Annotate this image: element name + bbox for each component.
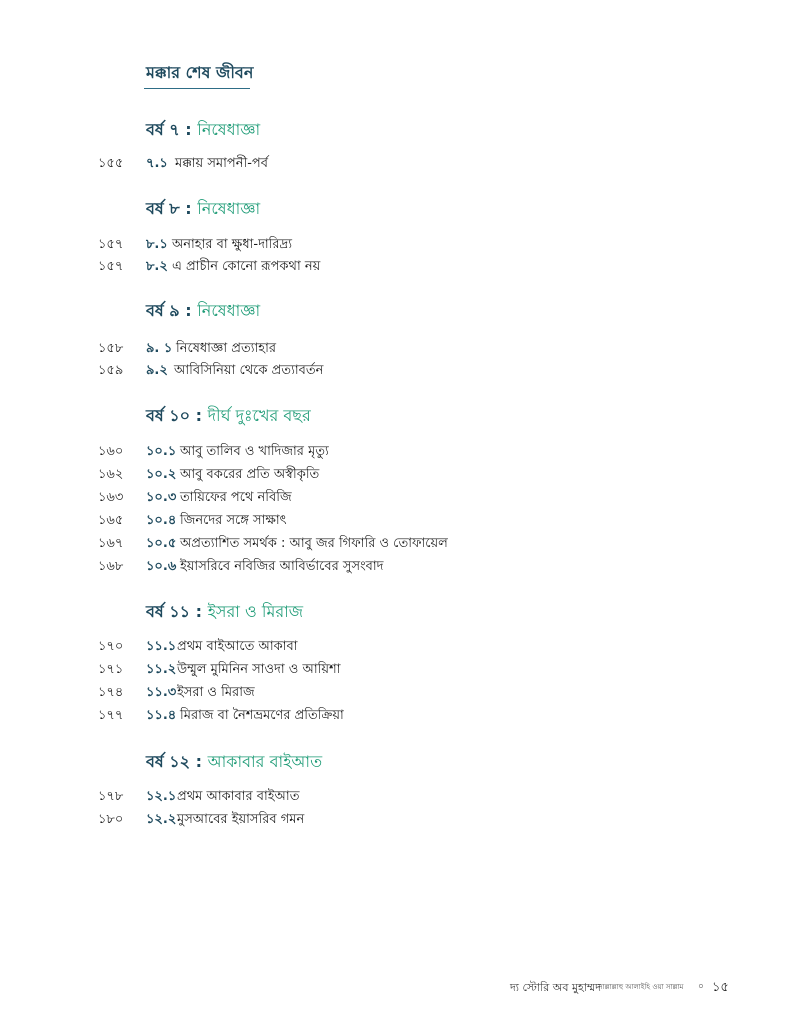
section-year: বর্ষ ১২ : <box>146 752 203 771</box>
entry-page-number: ১৭১ <box>98 662 124 677</box>
section-subtitle: আকাবার বাইআত <box>207 752 323 771</box>
entry-title: এ প্রাচীন কোনো রূপকথা নয় <box>172 259 321 274</box>
section-heading <box>146 117 260 144</box>
title-underline <box>144 88 250 89</box>
entry-title: তায়িফের পথে নবিজি <box>180 490 292 505</box>
entry-page-number: ১৭৪ <box>98 685 124 700</box>
footer-separator: ০ <box>698 982 704 992</box>
section-year: বর্ষ ১১ : <box>146 602 203 621</box>
section-subtitle: নিষেধাজ্ঞা <box>197 301 261 320</box>
entry-page-number: ১৫৭ <box>98 259 124 274</box>
entry-number: ৯. ১ <box>146 341 173 356</box>
entry-page-number: ১৭৮ <box>98 789 124 804</box>
entry-title: আবু তালিব ও খাদিজার মৃত্যু <box>180 444 329 459</box>
entry-title: আবিসিনিয়া থেকে প্রত্যাবর্তন <box>174 363 324 378</box>
entry-page-number: ১৮০ <box>98 812 124 827</box>
page-footer <box>510 979 750 997</box>
section-subtitle: নিষেধাজ্ঞা <box>197 120 261 139</box>
footer-blessing: সাল্লাল্লাহু আলাইহি ওয়া সাল্লাম <box>598 983 684 991</box>
entry-number: ১০.৫ <box>146 536 177 551</box>
entry-page-number: ১৫৫ <box>98 156 124 171</box>
entry-number: ১১.১ <box>146 639 177 654</box>
entry-number: ১০.১ <box>146 444 177 459</box>
entry-page-number: ১৬৮ <box>98 559 124 574</box>
entry-page-number: ১৬৩ <box>98 490 124 505</box>
entry-number: ১১.৪ <box>146 708 177 723</box>
entry-number: ১১.২ <box>146 662 177 677</box>
entry-page-number: ১৫৮ <box>98 341 124 356</box>
entry-number: ৭.১ <box>146 156 168 171</box>
entry-page-number: ১৫৭ <box>98 237 124 252</box>
entry-title: আবু বকরের প্রতি অস্বীকৃতি <box>180 467 320 482</box>
section-year: বর্ষ ৭ : <box>146 120 192 139</box>
section-heading <box>146 403 311 430</box>
section-subtitle: দীর্ঘ দুঃখের বছর <box>207 406 311 425</box>
entry-number: ১০.৬ <box>146 559 177 574</box>
entry-title: অপ্রত্যাশিত সমর্থক : আবু জর গিফারি ও তোফায়েল <box>180 536 448 551</box>
entry-number: ১০.২ <box>146 467 177 482</box>
entry-number: ১২.২ <box>146 812 177 827</box>
entry-number: ৮.২ <box>146 259 168 274</box>
section-year: বর্ষ ৯ : <box>146 301 192 320</box>
entry-title: ইয়াসরিবে নবিজির আবির্ভাবের সুসংবাদ <box>180 559 384 574</box>
entry-title: মুসআবের ইয়াসরিব গমন <box>177 812 305 827</box>
entry-number: ১২.১ <box>146 789 177 804</box>
entry-title: ইসরা ও মিরাজ <box>177 685 255 700</box>
entry-page-number: ১৭৭ <box>98 708 124 723</box>
entry-number: ১০.৩ <box>146 490 177 505</box>
entry-number: ১১.৩ <box>146 685 177 700</box>
entry-title: উম্মুল মুমিনিন সাওদা ও আয়িশা <box>177 662 341 677</box>
section-heading <box>146 749 322 776</box>
entry-page-number: ১৬৫ <box>98 513 124 528</box>
entry-page-number: ১৬০ <box>98 444 124 459</box>
footer-page-number: ১৫ <box>712 980 729 995</box>
entry-number: ৮.১ <box>146 237 168 252</box>
entry-title: অনাহার বা ক্ষুধা-দারিদ্র্য <box>172 237 292 252</box>
entry-number: ৯.২ <box>146 363 168 378</box>
entry-number: ১০.৪ <box>146 513 177 528</box>
entry-title: মক্কায় সমাপনী-পর্ব <box>175 156 268 171</box>
entry-title: নিষেধাজ্ঞা প্রত্যাহার <box>176 341 277 356</box>
section-heading <box>146 599 303 626</box>
entry-page-number: ১৬২ <box>98 467 124 482</box>
entry-page-number: ১৫৯ <box>98 363 124 378</box>
page-title: মক্কার শেষ জীবন <box>146 63 254 82</box>
entry-page-number: ১৭০ <box>98 639 124 654</box>
section-subtitle: নিষেধাজ্ঞা <box>197 199 261 218</box>
section-subtitle: ইসরা ও মিরাজ <box>207 602 304 621</box>
section-year: বর্ষ ১০ : <box>146 406 203 425</box>
entry-page-number: ১৬৭ <box>98 536 124 551</box>
section-heading <box>146 298 260 325</box>
entry-title: মিরাজ বা নৈশভ্রমণের প্রতিক্রিয়া <box>180 708 344 723</box>
footer-book-title: দ্য স্টোরি অব মুহাম্মদ <box>510 981 601 994</box>
section-heading <box>146 196 260 223</box>
entry-title: প্রথম বাইআতে আকাবা <box>177 639 298 654</box>
entry-title: প্রথম আকাবার বাইআত <box>177 789 300 804</box>
section-year: বর্ষ ৮ : <box>146 199 192 218</box>
entry-title: জিনদের সঙ্গে সাক্ষাৎ <box>180 513 287 528</box>
